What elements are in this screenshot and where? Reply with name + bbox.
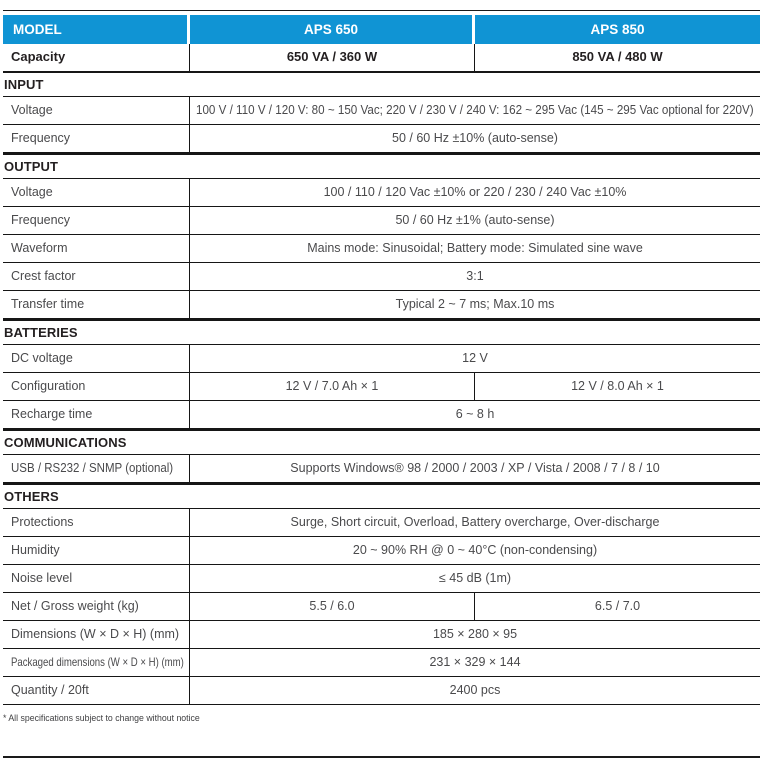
communications-interface-label (3, 455, 190, 482)
others-dimensions-value: 185 × 280 × 95 (432, 627, 518, 642)
output-transfer-time-row (3, 291, 760, 319)
batteries-configuration-aps850: 12 V / 8.0 Ah × 1 (571, 379, 664, 394)
others-dimensions-row (3, 621, 760, 649)
batteries-dc-voltage-row (3, 345, 760, 373)
footnote: * All specifications subject to change without notice (3, 713, 200, 724)
others-protections-label: Protections (3, 509, 190, 536)
others-noise-level-row (3, 565, 760, 593)
batteries-configuration-row (3, 373, 760, 401)
batteries-recharge-time-row (3, 401, 760, 429)
others-dimensions-label: Dimensions (W × D × H) (mm) (3, 621, 190, 648)
others-humidity-label: Humidity (3, 537, 190, 564)
batteries-configuration-label: Configuration (3, 373, 190, 400)
output-voltage-row (3, 179, 760, 207)
input-voltage-text: 100 V / 110 V / 120 V: 80 ~ 150 Vac; 220 V / 230 V / 240 V: 162 ~ 295 Vac (145 ~ 295 Vac optional for 220V) (196, 103, 754, 118)
batteries-recharge-time-value: 6 ~ 8 h (455, 407, 495, 422)
others-humidity-value: 20 ~ 90% RH @ 0 ~ 40°C (non-condensing) (352, 543, 598, 558)
capacity-aps650: 650 VA / 360 W (190, 44, 475, 71)
others-packaged-dimensions-row (3, 649, 760, 677)
batteries-dc-voltage-label: DC voltage (3, 345, 190, 372)
capacity-label: Capacity (3, 44, 190, 71)
others-weight-label: Net / Gross weight (kg) (3, 593, 190, 620)
section-title-input: INPUT (3, 71, 760, 97)
input-frequency-row (3, 125, 760, 153)
model-header-cell: MODEL (3, 15, 190, 44)
others-packaged-dimensions-label-text: Packaged dimensions (W × D × H) (mm) (11, 654, 184, 669)
input-frequency-label: Frequency (3, 125, 190, 152)
output-transfer-time-value: Typical 2 ~ 7 ms; Max.10 ms (395, 297, 555, 312)
section-title-communications: COMMUNICATIONS (3, 429, 760, 455)
output-crest-factor-row (3, 263, 760, 291)
output-waveform-row (3, 235, 760, 263)
output-frequency-label: Frequency (3, 207, 190, 234)
input-voltage-row (3, 97, 760, 125)
others-protections-row (3, 509, 760, 537)
top-divider (3, 10, 760, 11)
input-voltage-value (190, 97, 760, 124)
others-quantity-row (3, 677, 760, 705)
others-protections-value: Surge, Short circuit, Overload, Battery overcharge, Over-discharge (290, 515, 660, 530)
output-voltage-label: Voltage (3, 179, 190, 206)
output-frequency-row (3, 207, 760, 235)
output-crest-factor-label: Crest factor (3, 263, 190, 290)
output-waveform-value: Mains mode: Sinusoidal; Battery mode: Simulated sine wave (307, 241, 643, 256)
capacity-aps850: 850 VA / 480 W (572, 49, 663, 65)
others-quantity-value: 2400 pcs (449, 683, 501, 698)
batteries-recharge-time-label: Recharge time (3, 401, 190, 428)
output-frequency-value: 50 / 60 Hz ±1% (auto-sense) (395, 213, 555, 228)
output-waveform-label: Waveform (3, 235, 190, 262)
others-noise-level-value: ≤ 45 dB (1m) (438, 571, 512, 586)
others-packaged-dimensions-label (3, 649, 190, 676)
others-noise-level-label: Noise level (3, 565, 190, 592)
spec-sheet (3, 10, 760, 724)
model-header-row (3, 15, 760, 44)
batteries-dc-voltage-value: 12 V (462, 351, 488, 366)
section-title-batteries: BATTERIES (3, 319, 760, 345)
communications-interface-value: Supports Windows® 98 / 2000 / 2003 / XP / Vista / 2008 / 7 / 8 / 10 (290, 461, 660, 476)
others-weight-aps650: 5.5 / 6.0 (190, 593, 475, 620)
others-humidity-row (3, 537, 760, 565)
communications-interface-label-text: USB / RS232 / SNMP (optional) (11, 461, 174, 476)
batteries-configuration-aps650: 12 V / 7.0 Ah × 1 (190, 373, 475, 400)
capacity-row (3, 44, 760, 71)
output-voltage-value: 100 / 110 / 120 Vac ±10% or 220 / 230 / 240 Vac ±10% (323, 185, 627, 200)
others-weight-aps850: 6.5 / 7.0 (594, 599, 641, 614)
input-voltage-label: Voltage (3, 97, 190, 124)
section-title-output: OUTPUT (3, 153, 760, 179)
bottom-divider (3, 756, 760, 758)
output-transfer-time-label: Transfer time (3, 291, 190, 318)
section-title-others: OTHERS (3, 483, 760, 509)
others-packaged-dimensions-value: 231 × 329 × 144 (429, 655, 521, 670)
others-quantity-label: Quantity / 20ft (3, 677, 190, 704)
communications-interface-row (3, 455, 760, 483)
aps650-header-cell: APS 650 (190, 15, 475, 44)
others-weight-row (3, 593, 760, 621)
aps850-header-cell: APS 850 (475, 15, 760, 44)
input-frequency-value: 50 / 60 Hz ±10% (auto-sense) (392, 131, 558, 146)
output-crest-factor-value: 3:1 (466, 269, 484, 284)
